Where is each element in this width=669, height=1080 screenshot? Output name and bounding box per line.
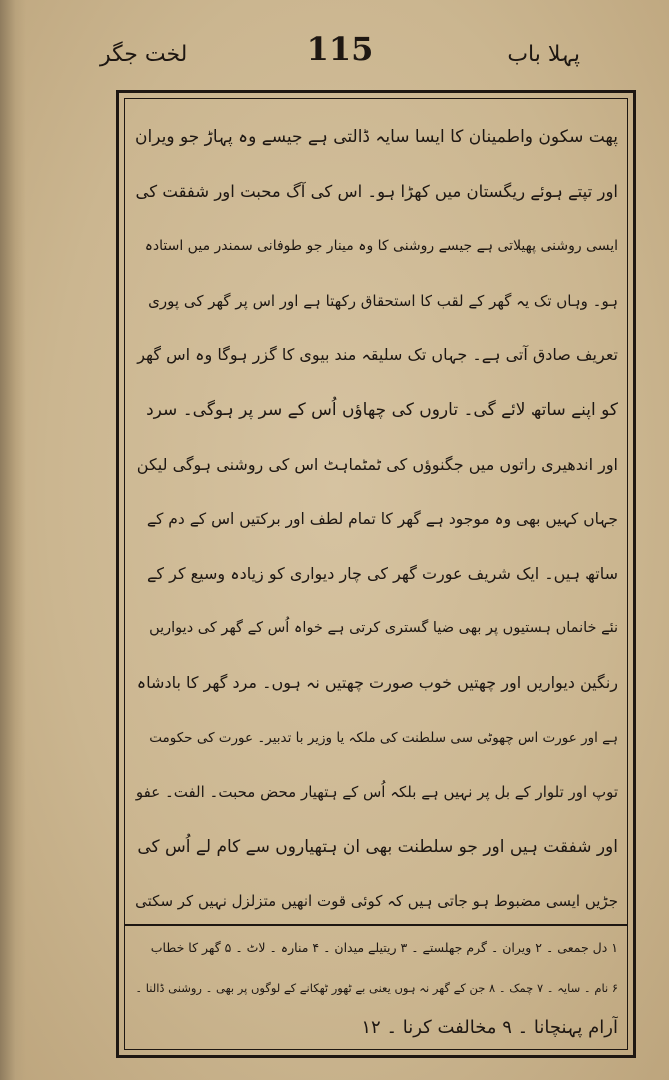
footnote-line: آرام پہنچانا ۔ ۹ مخالفت کرنا ۔ ۱۲	[361, 1017, 618, 1038]
text-line: اور اندھیری راتوں میں جگنوؤں کی ٹمٹماہٹ اس کی روشنی ہوگی لیکن	[136, 454, 618, 474]
text-line: اور شفقت ہیں اور جو سلطنت بھی ان ہتھیاروں سے کام لے اُس کی	[137, 836, 618, 857]
footnotes	[134, 928, 618, 1048]
text-line: جہاں کہیں بھی وہ موجود ہے گھر کا تمام لطف اور برکتیں اس کے دم کے	[146, 510, 618, 529]
text-line: نئے خانماں ہستیوں پر بھی ضیا گستری کرتی ہے خواہ اُس کے گھر کی دیواریں	[149, 620, 618, 637]
footnote-line: ۶ نام ۔ سایہ ۔ ۷ چمک ۔ ۸ جن کے گھر نہ ہوں یعنی بے ٹھور ٹھکانے کے لوگوں پر بھی ۔ روشنی ڈالنا ۔	[135, 981, 618, 995]
text-line: ایسی روشنی پھیلاتی ہے جیسے روشنی کا وہ مینار جو طوفانی سمندر میں استادہ	[144, 238, 618, 255]
text-line: اور تپتے ہوئے ریگستان میں کھڑا ہو۔ اس کی آگ محبت اور شفقت کی	[135, 181, 618, 201]
text-line: رنگین دیواریں اور چھتیں خوب صورت چھتیں نہ ہوں۔ مرد گھر کا بادشاہ	[136, 672, 618, 692]
text-line: توپ اور تلوار کے بل پر نہیں ہے بلکہ اُس کے ہتھیار محض محبت۔ الفت۔ عفو	[135, 783, 618, 802]
text-line: جڑیں ایسی مضبوط ہو جاتی ہیں کہ کوئی قوت انھیں متزلزل نہیں کر سکتی	[135, 892, 618, 911]
chapter-label: پہلا باب	[507, 42, 580, 67]
text-line: پھت سکون واطمینان کا ایسا سایہ ڈالتی ہے جیسے وہ پہاڑ جو ویران	[135, 127, 618, 147]
text-line: ہو۔ وہاں تک یہ گھر کے لقب کا استحقاق رکھتا ہے اور اس پر گھر کی پوری	[148, 291, 618, 310]
text-line: کو اپنے ساتھ لائے گی۔ تاروں کی چھاؤں اُس کے سر پر ہوگی۔ سرد	[146, 399, 618, 420]
page-header	[100, 30, 580, 80]
page-number: 115	[306, 30, 374, 68]
footnote-line: ۱ دل جمعی ۔ ۲ ویران ۔ گرم جھلستے ۔ ۳ ریتیلے میدان ۔ ۴ منارہ ۔ لاٹ ۔ ۵ گھر کا خطاب	[150, 940, 618, 955]
book-title: لخت جگر	[100, 42, 188, 67]
text-line: ہے اور عورت اس چھوٹی سی سلطنت کی ملکہ یا وزیر با تدبیر۔ عورت کی حکومت	[149, 729, 618, 746]
binding-shadow	[0, 0, 26, 1080]
text-line: ساتھ ہیں۔ ایک شریف عورت گھر کی چار دیواری کو زیادہ وسیع کر کے	[147, 563, 618, 583]
footnote-divider	[124, 924, 628, 926]
body-text	[134, 110, 618, 929]
text-line: تعریف صادق آتی ہے۔ جہاں تک سلیقہ مند بیوی کا گزر ہوگا وہ اس گھر	[137, 345, 618, 365]
